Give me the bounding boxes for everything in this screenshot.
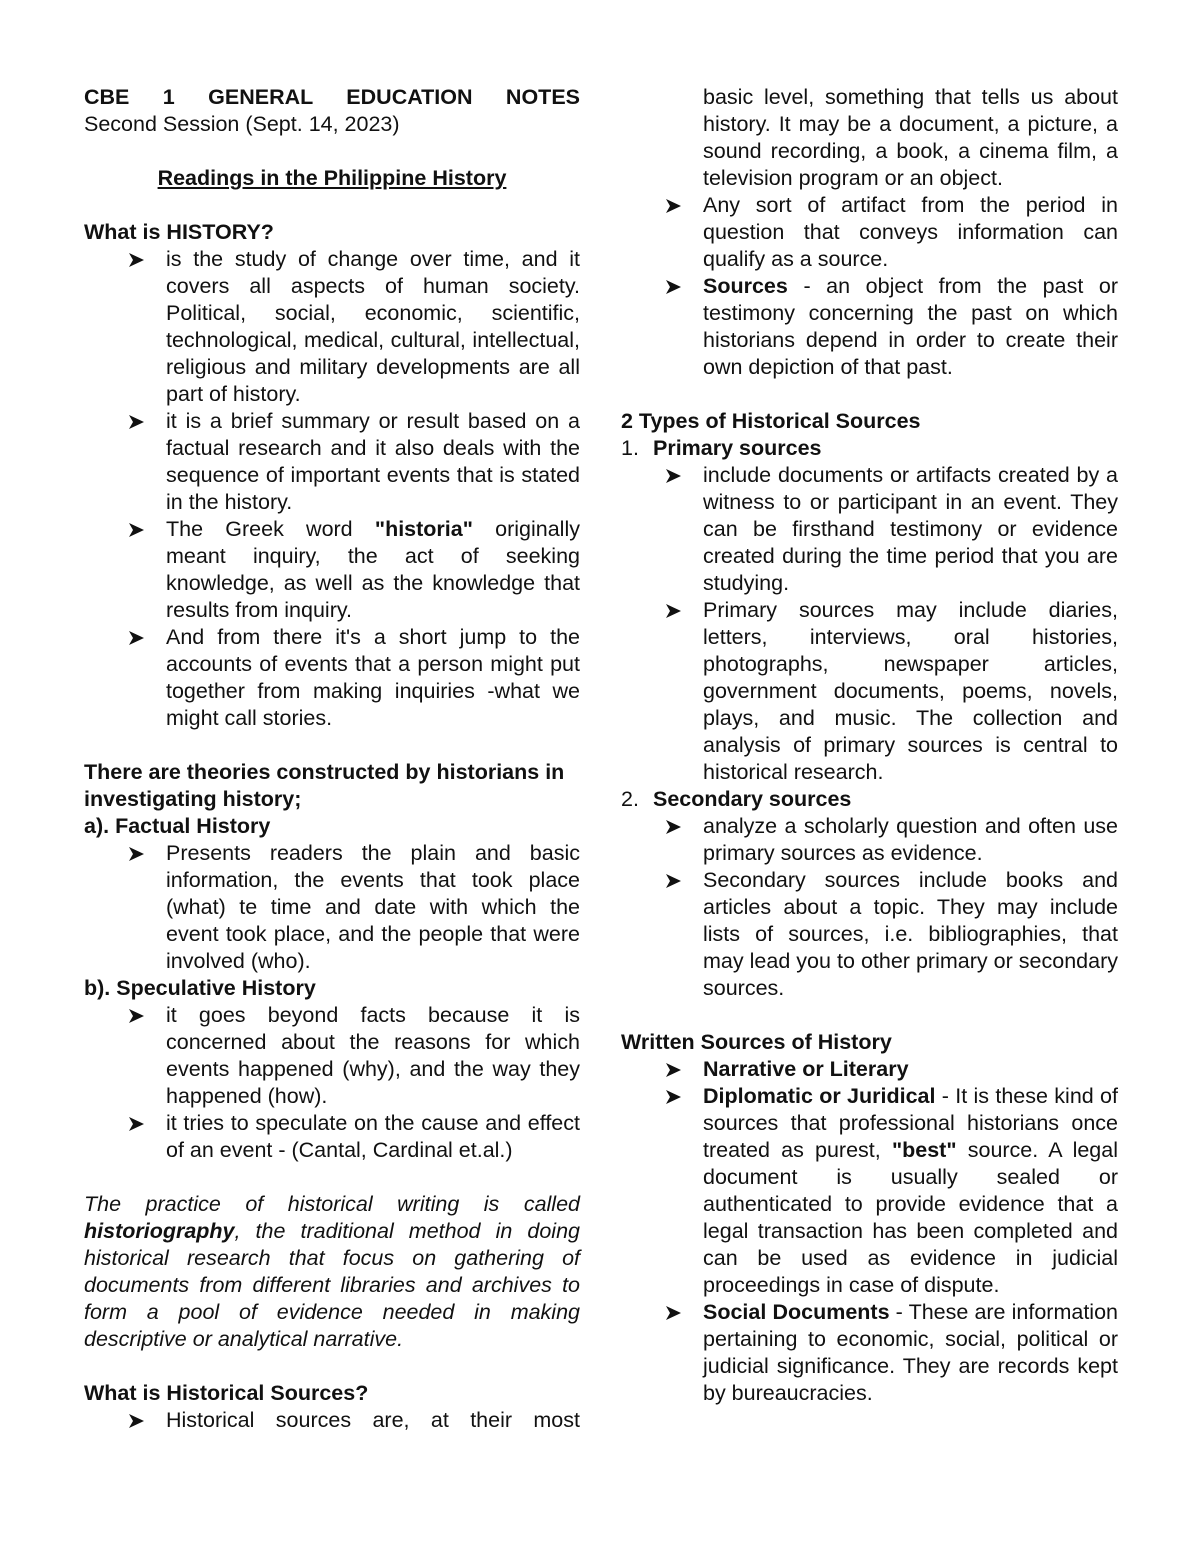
history-list [84, 246, 580, 732]
arrowhead-bullet-icon [128, 516, 158, 538]
document-title: CBE 1 GENERAL EDUCATION NOTES [84, 85, 580, 109]
arrowhead-bullet-icon [665, 1056, 695, 1078]
social-documents-term: Social Documents [703, 1300, 890, 1324]
list-item: it goes beyond facts because it is concerned about the reasons for which events happened (why), and the way they happened (how). [84, 1002, 580, 1110]
arrowhead-bullet-icon [665, 597, 695, 619]
historiography-term: historiography [84, 1219, 235, 1243]
historia-term: "historia" [374, 517, 473, 541]
list-item: analyze a scholarly question and often use primary sources as evidence. [621, 813, 1118, 867]
list-item: it is a brief summary or result based on a factual research and it also deals with the sequence of important events that is stated in the history. [84, 408, 580, 516]
list-item: include documents or artifacts created by a witness to or participant in an event. They can be firsthand testimony or evidence created during the time period that you are studying. [621, 462, 1118, 597]
list-item: Secondary sources include books and articles about a topic. They may include lists of sources, i.e. bibliographies, that may lead you to other primary or secondary sources. [621, 867, 1118, 1002]
speculative-history-label: b). Speculative History [84, 976, 316, 1000]
list-item: is the study of change over time, and it covers all aspects of human society. Political, social, economic, scientific, technological, medical, cultural, intellectual, religious and military developments are all part of history. [84, 246, 580, 408]
arrowhead-bullet-icon [665, 1083, 695, 1105]
diplomatic-term: Diplomatic or Juridical [703, 1084, 936, 1108]
course-title: Readings in the Philippine History [157, 166, 507, 190]
list-item: Historical sources are, at their most [84, 1407, 580, 1434]
history-heading: What is HISTORY? [84, 220, 274, 244]
secondary-list [621, 813, 1118, 1002]
list-item: The Greek word "historia" originally meant inquiry, the act of seeking knowledge, as well as the knowledge that results from inquiry. [84, 516, 580, 624]
secondary-sources-label: 2. Secondary sources [621, 787, 852, 811]
theories-heading: There are theories constructed by historians in investigating history; [84, 760, 565, 811]
list-item: it tries to speculate on the cause and effect of an event - (Cantal, Cardinal et.al.) [84, 1110, 580, 1164]
arrowhead-bullet-icon [128, 1002, 158, 1024]
session-subtitle: Second Session (Sept. 14, 2023) [84, 112, 400, 136]
sources-heading: What is Historical Sources? [84, 1381, 369, 1405]
list-item: Sources - an object from the past or testimony concerning the past on which historians depend in order to create their own depiction of that past. [621, 273, 1118, 381]
sources-term: Sources [703, 274, 788, 298]
arrowhead-bullet-icon [665, 192, 695, 214]
arrowhead-bullet-icon [128, 246, 158, 268]
list-item: Primary sources may include diaries, letters, interviews, oral histories, photographs, newspaper articles, government documents, poems, novels, plays, and music. The collection and analysis of primary sources is central to historical research. [621, 597, 1118, 786]
arrowhead-bullet-icon [665, 462, 695, 484]
list-item: Social Documents - These are information pertaining to economic, social, political or judicial significance. They are records kept by bureaucracies. [621, 1299, 1118, 1407]
list-item: Any sort of artifact from the period in question that conveys information can qualify as a source. [621, 192, 1118, 273]
arrowhead-bullet-icon [128, 624, 158, 646]
sources-list [621, 192, 1118, 381]
types-heading: 2 Types of Historical Sources [621, 409, 921, 433]
primary-list [621, 462, 1118, 786]
left-column [84, 84, 580, 1434]
primary-sources-label: 1. Primary sources [621, 436, 822, 460]
arrowhead-bullet-icon [665, 1299, 695, 1321]
arrowhead-bullet-icon [128, 1110, 158, 1132]
factual-list [84, 840, 580, 975]
historiography-paragraph: The practice of historical writing is called historiography, the traditional method in doing historical research that focus on gathering of documents from different libraries and archives to form a pool of evidence needed in making descriptive or analytical narrative. [84, 1192, 580, 1351]
list-item: And from there it's a short jump to the accounts of events that a person might put together from making inquiries -what we might call stories. [84, 624, 580, 732]
right-column [621, 84, 1118, 1407]
factual-history-label: a). Factual History [84, 814, 271, 838]
list-item: Presents readers the plain and basic information, the events that took place (what) te time and date with which the event took place, and the people that were involved (who). [84, 840, 580, 975]
list-item: Diplomatic or Juridical - It is these kind of sources that professional historians once treated as purest, "best" source. A legal document is usually sealed or authenticated to provide evidence that a legal transaction has been completed and can be used as evidence in judicial proceedings in case of dispute. [621, 1083, 1118, 1299]
sources-item-continuation: basic level, something that tells us about history. It may be a document, a picture, a sound recording, a book, a cinema film, a television program or an object. [703, 85, 1118, 190]
arrowhead-bullet-icon [665, 813, 695, 835]
written-list [621, 1056, 1118, 1407]
sources-list-start [84, 1407, 580, 1434]
arrowhead-bullet-icon [128, 840, 158, 862]
arrowhead-bullet-icon [128, 408, 158, 430]
speculative-list [84, 1002, 580, 1164]
arrowhead-bullet-icon [128, 1407, 158, 1429]
written-sources-heading: Written Sources of History [621, 1030, 892, 1054]
best-term: "best" [891, 1138, 957, 1162]
arrowhead-bullet-icon [665, 273, 695, 295]
arrowhead-bullet-icon [665, 867, 695, 889]
list-item: Narrative or Literary [621, 1056, 1118, 1083]
